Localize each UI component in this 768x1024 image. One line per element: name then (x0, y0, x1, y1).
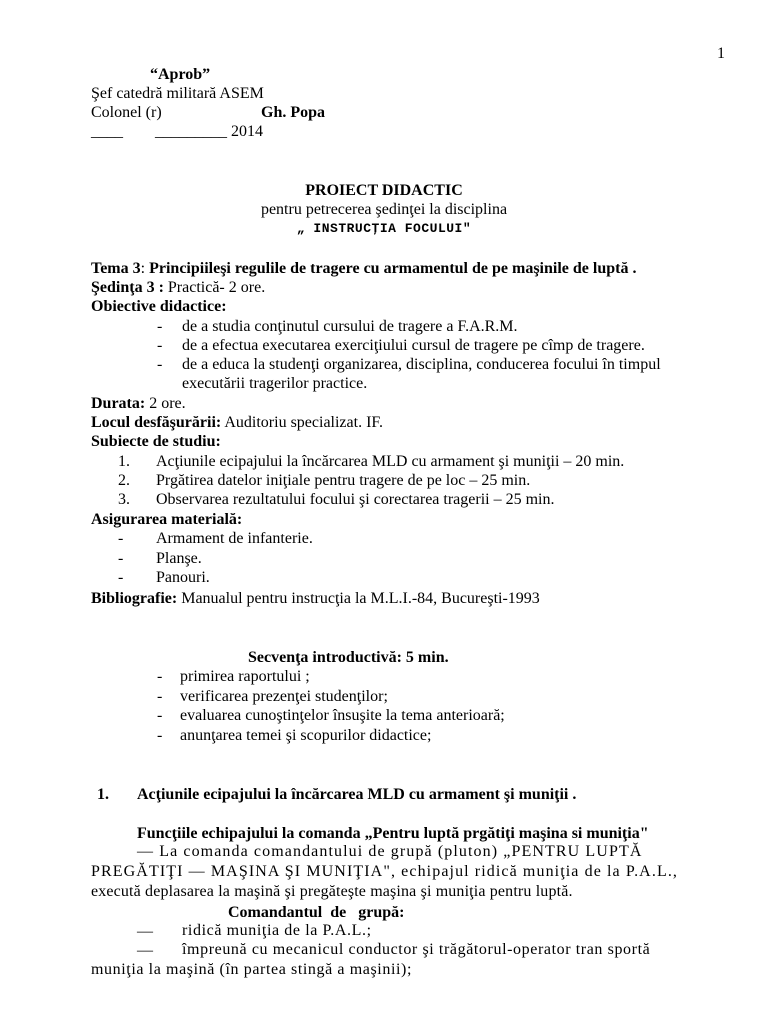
commander-action-2-cont: muniţia la maşină (în partea stingă a maşinii); (91, 961, 413, 978)
bibliography-text: Manualul pentru instrucţia la M.L.I.-84, Bucureşti-1993 (181, 590, 540, 607)
subjects-label: Subiecte de studiu: (91, 433, 221, 450)
material-dash-1: - (118, 530, 124, 547)
approval-date-line: ____ _________ 2014 (91, 123, 263, 140)
discipline-name: „ INSTRUCŢIA FOCULUI" (296, 221, 472, 236)
page-number: 1 (717, 45, 725, 62)
durata-text: 2 ore. (149, 395, 186, 412)
subject-num-1: 1. (118, 453, 130, 470)
durata-label: Durata: (91, 395, 146, 412)
commander-dash-2: — (137, 942, 153, 959)
bibliography-label: Bibliografie: (91, 590, 178, 607)
section-1-para-line-2: PREGĂTIŢI — MAŞINA ŞI MUNIŢIA", echipajul ridică muniţia de la P.A.L., (91, 863, 679, 880)
sedinta-line (91, 278, 265, 298)
locul-text: Auditoriu specializat. IF. (224, 414, 384, 431)
material-item-3: Panouri. (156, 569, 210, 586)
objective-item-3: de a educa la studenţi organizarea, disciplina, conducerea focului în timpul (182, 356, 661, 373)
intro-item-4: anunţarea temei şi scopurilor didactice; (180, 727, 432, 744)
subject-num-3: 3. (118, 491, 130, 508)
durata-line (91, 394, 186, 414)
intro-dash-2: - (157, 688, 163, 705)
sedinta-text: Practică- 2 ore. (167, 279, 266, 296)
tema-text: Principiileşi regulile de tragere cu armamentul de pe maşinile de luptă . (149, 260, 637, 277)
material-dash-2: - (118, 550, 124, 567)
approval-name: Gh. Popa (261, 104, 326, 121)
material-dash-3: - (118, 569, 124, 586)
objective-item-3-cont: executării tragerilor practice. (182, 375, 368, 392)
commander-action-1: ridică muniţia de la P.A.L.; (182, 922, 372, 939)
intro-item-3: evaluarea cunoştinţelor însuşite la tema anterioară; (180, 707, 505, 724)
intro-item-1: primirea raportului ; (180, 668, 310, 685)
locul-line (91, 413, 383, 433)
document-title: PROIECT DIDACTIC (305, 182, 463, 199)
intro-dash-1: - (157, 668, 163, 685)
objective-item-2: de a efectua executarea exerciţiului cursul de tragere pe cîmp de tragere. (182, 337, 645, 354)
section-1-para-line-1: — La comanda comandantului de grupă (pluton) „PENTRU LUPTĂ (137, 843, 643, 860)
subject-item-2: Prgătirea datelor iniţiale pentru tragere de pe loc – 25 min. (156, 472, 531, 489)
objective-dash-1: - (157, 318, 163, 335)
intro-title: Secvenţa introductivă: 5 min. (248, 649, 449, 666)
locul-label: Locul desfăşurării: (91, 414, 222, 431)
material-item-2: Planşe. (156, 550, 202, 567)
material-item-1: Armament de infanterie. (156, 530, 313, 547)
intro-item-2: verificarea prezenţei studenţilor; (180, 688, 388, 705)
sedinta-label: Şedinţa 3 : (91, 279, 164, 296)
functions-title: Funcţiile echipajului la comanda „Pentru luptă prgătiţi maşina si muniţia" (137, 825, 649, 842)
subject-item-3: Observarea rezultatului focului şi corectarea tragerii – 25 min. (156, 491, 555, 508)
subject-item-1: Acţiunile ecipajului la încărcarea MLD cu armament şi muniţii – 20 min. (156, 453, 625, 470)
tema-label: Tema 3 (91, 260, 141, 277)
commander-title: Comandantul de grupă: (228, 904, 405, 921)
objective-item-1: de a studia conţinutul cursului de tragere a F.A.R.M. (182, 318, 518, 335)
commander-dash-1: — (137, 923, 153, 940)
tema-line: Tema 3: Principiileşi regulile de tragere cu armamentul de pe maşinile de luptă . (91, 260, 637, 277)
intro-dash-4: - (157, 727, 163, 744)
section-1-para-line-3: execută deplasarea la maşină şi pregăteşte maşina şi muniţia pentru luptă. (91, 883, 573, 900)
materials-label: Asigurarea materială: (91, 511, 243, 528)
approval-rank: Colonel (r) (91, 104, 162, 121)
bibliography-line (91, 589, 540, 609)
objectives-label: Obiective didactice: (91, 298, 227, 315)
commander-action-2: împreună cu mecanicul conductor şi trăgătorul-operator tran sportă (182, 941, 651, 958)
subject-num-2: 2. (118, 472, 130, 489)
intro-dash-3: - (157, 707, 163, 724)
approval-chief: Şef catedră militară ASEM (91, 85, 264, 102)
document-subtitle: pentru petrecerea şedinţei la disciplina (260, 201, 508, 218)
section-1-title: Acţiunile ecipajului la încărcarea MLD cu armament şi muniţii . (137, 786, 577, 803)
approval-aprob: “Aprob” (150, 66, 211, 83)
objective-dash-2: - (157, 337, 163, 354)
objective-dash-3: - (157, 356, 163, 373)
section-1-number: 1. (97, 786, 109, 803)
